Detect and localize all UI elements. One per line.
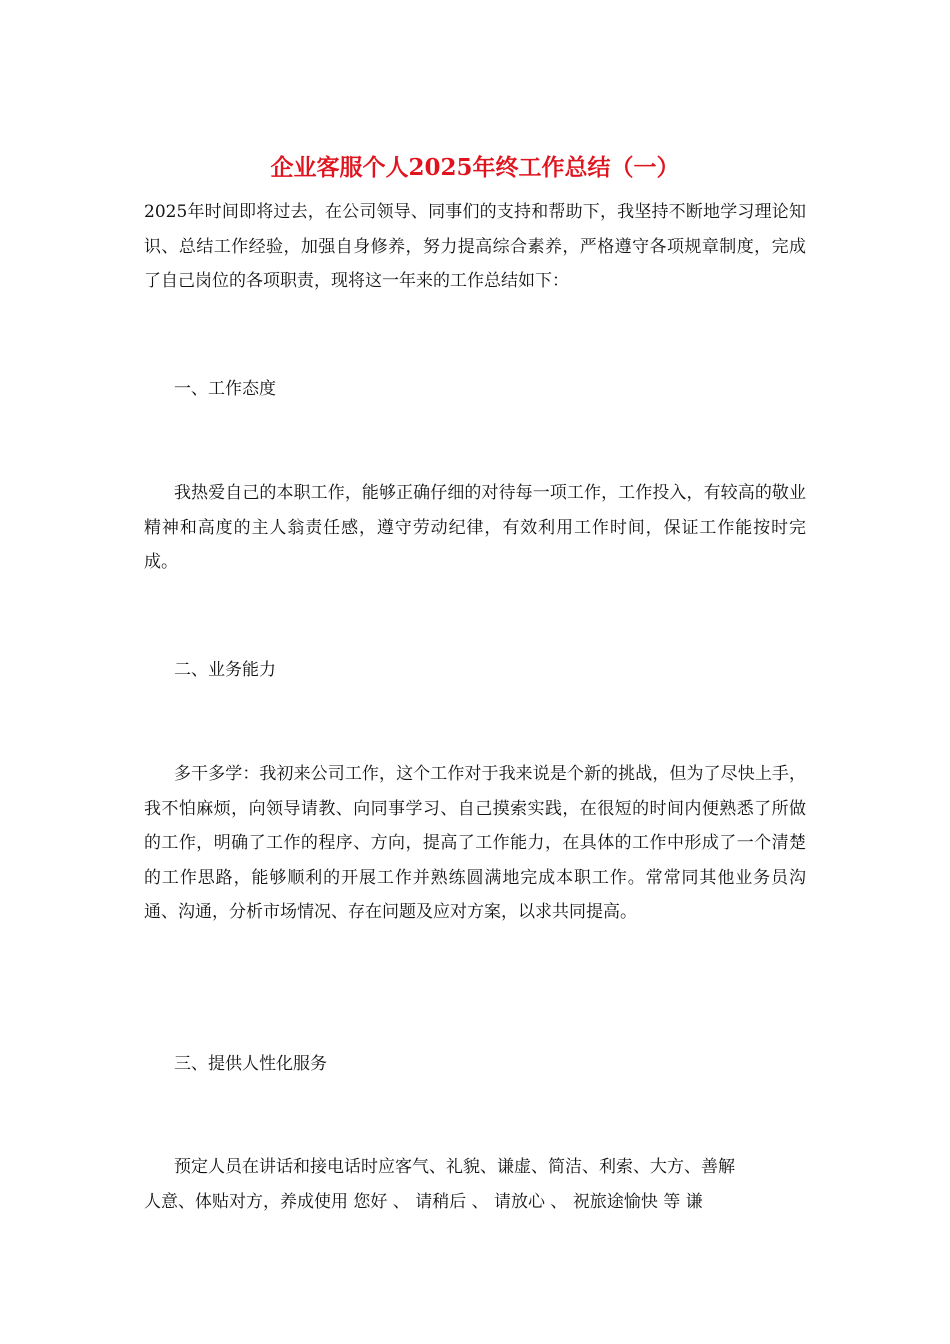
section-heading-3: 三、提供人性化服务 [174,1054,327,1074]
section-body-3-line-1: 预定人员在讲话和接电话时应客气、礼貌、谦虚、简洁、利索、大方、善解 [174,1157,735,1177]
section-body-3-line-2: 人意、体贴对方，养成使用 您好 、 请稍后 、 请放心 、 祝旅途愉快 等 谦 [144,1192,703,1212]
intro-paragraph: 2025年时间即将过去，在公司领导、同事们的支持和帮助下，我坚持不断地学习理论知识、总结工作经验，加强自身修养，努力提高综合素养，严格遵守各项规章制度，完成了自己岗位的各项职责，现将这一年来的工作总结如下： [144,202,806,291]
section-body-2: 多干多学：我初来公司工作，这个工作对于我来说是个新的挑战，但为了尽快上手，我不怕麻烦，向领导请教、向同事学习、自己摸索实践，在很短的时间内便熟悉了所做的工作，明确了工作的程序、方向，提高了工作能力，在具体的工作中形成了一个清楚的工作思路，能够顺利的开展工作并熟练圆满地完成本职工作。常常同其他业务员沟通、沟通，分析市场情况、存在问题及应对方案，以求共同提高。 [144,764,806,922]
document-title: 企业客服个人2025年终工作总结（一） [270,154,680,181]
section-heading-1: 一、工作态度 [174,379,276,399]
section-body-1: 我热爱自己的本职工作，能够正确仔细的对待每一项工作，工作投入，有较高的敬业精神和高度的主人翁责任感，遵守劳动纪律，有效利用工作时间，保证工作能按时完成。 [144,483,806,572]
section-heading-2: 二、业务能力 [174,660,276,680]
